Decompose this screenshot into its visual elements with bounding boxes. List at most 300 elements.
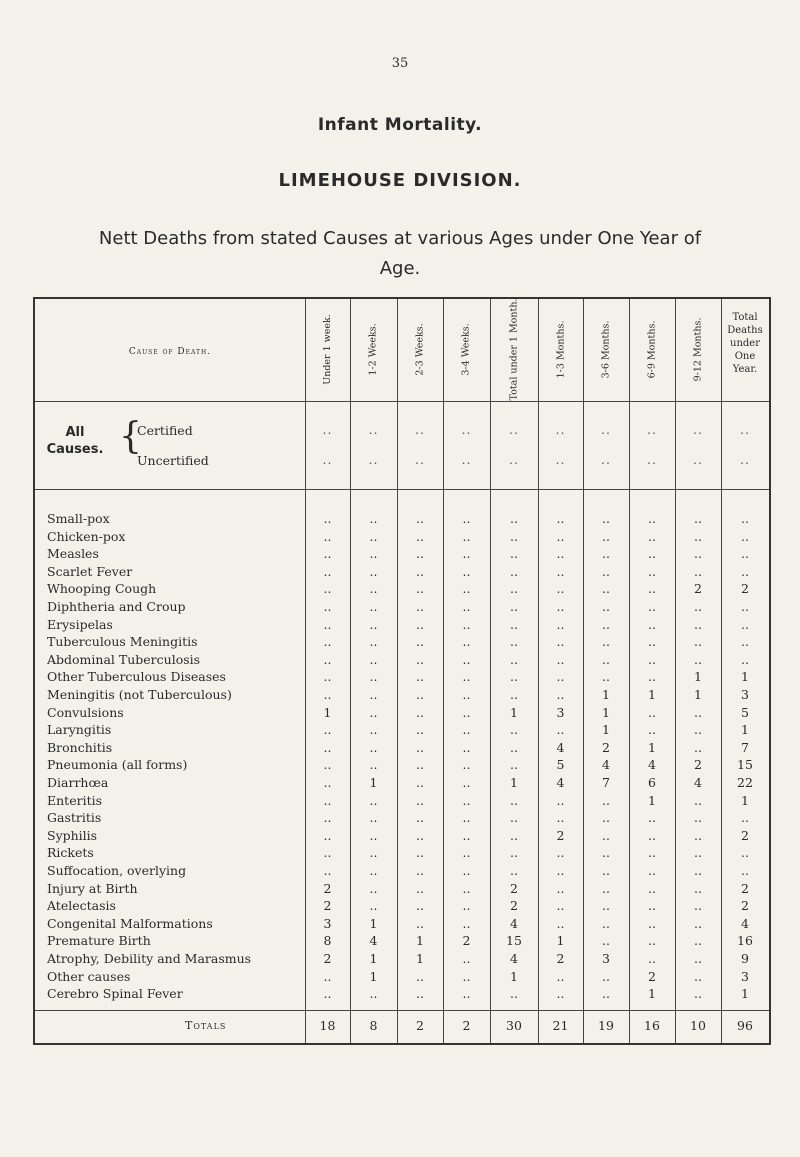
table-cell: .. bbox=[510, 757, 518, 773]
table-cell: .. bbox=[462, 546, 471, 562]
cause-label: Diarrhœa bbox=[47, 776, 109, 790]
column-header bbox=[443, 303, 490, 395]
table-cell: .. bbox=[369, 599, 378, 614]
table-cell: .. bbox=[510, 986, 518, 1002]
table-cell: .. bbox=[416, 634, 424, 650]
table-cell: 4 bbox=[648, 757, 656, 773]
table-cell: .. bbox=[694, 898, 702, 914]
table-cell: .. bbox=[741, 511, 749, 526]
table-cell: 2 bbox=[323, 898, 332, 914]
table-cell: .. bbox=[510, 792, 518, 808]
table-cell: .. bbox=[694, 792, 702, 808]
table-row bbox=[35, 653, 769, 667]
table-cell: .. bbox=[323, 546, 332, 562]
table-cell: .. bbox=[694, 528, 702, 544]
cause-label: Small-pox bbox=[47, 512, 110, 526]
table-cell: 4 bbox=[510, 951, 518, 966]
table-cell: .. bbox=[416, 880, 424, 896]
table-cell: .. bbox=[323, 810, 332, 826]
table-cell: .. bbox=[462, 528, 471, 544]
table-cell: .. bbox=[323, 986, 332, 1002]
table-cell: .. bbox=[416, 546, 424, 562]
table-cell: .. bbox=[369, 669, 378, 685]
table-cell: .. bbox=[648, 863, 656, 878]
table-cell: .. bbox=[369, 863, 378, 878]
table-cell: .. bbox=[556, 546, 565, 562]
table-cell: .. bbox=[694, 546, 702, 562]
table-cell: .. bbox=[462, 599, 471, 614]
table-cell: 10 bbox=[690, 1018, 706, 1033]
cause-label: Erysipelas bbox=[47, 617, 113, 632]
table-cell: .. bbox=[648, 951, 656, 966]
table-cell: .. bbox=[694, 722, 702, 738]
table-cell: .. bbox=[462, 810, 471, 826]
cause-label: Pneumonia (all forms) bbox=[47, 758, 188, 773]
table-row bbox=[35, 670, 769, 684]
table-cell: .. bbox=[416, 792, 424, 808]
all-causes-uncertified: Uncertified bbox=[137, 453, 209, 468]
table-row bbox=[35, 706, 769, 720]
table-cell: .. bbox=[369, 528, 378, 544]
table-cell: .. bbox=[323, 775, 332, 790]
table-cell: 2 bbox=[741, 827, 749, 843]
table-cell: .. bbox=[741, 634, 749, 650]
table-cell: .. bbox=[694, 880, 702, 896]
column-header bbox=[629, 303, 675, 395]
table-cell: .. bbox=[556, 810, 565, 826]
table-cell: 1 bbox=[510, 968, 518, 984]
table-cell: .. bbox=[648, 915, 656, 931]
column-header bbox=[538, 303, 583, 395]
table-cell: .. bbox=[510, 687, 518, 702]
table-cell: .. bbox=[740, 452, 750, 467]
table-cell: .. bbox=[323, 581, 332, 597]
table-cell: 8 bbox=[369, 1018, 378, 1033]
table-cell: .. bbox=[648, 546, 656, 562]
cause-label: Tuberculous Meningitis bbox=[47, 635, 198, 650]
table-cell: .. bbox=[462, 915, 471, 931]
table-cell: .. bbox=[648, 845, 656, 861]
table-cell: 2 bbox=[416, 1018, 424, 1033]
table-cell: .. bbox=[694, 739, 702, 755]
table-cell: .. bbox=[556, 528, 565, 544]
table-cell: .. bbox=[648, 810, 656, 826]
cause-label: Gastritis bbox=[47, 811, 102, 826]
table-cell: .. bbox=[694, 616, 702, 632]
cause-label: Rickets bbox=[47, 846, 94, 861]
table-cell: .. bbox=[693, 452, 703, 467]
table-cell: .. bbox=[602, 968, 610, 984]
table-cell: .. bbox=[694, 563, 702, 579]
table-cell: .. bbox=[462, 880, 471, 896]
table-row bbox=[35, 688, 769, 702]
table-cell: .. bbox=[741, 651, 749, 667]
table-cell: .. bbox=[694, 810, 702, 826]
table-row bbox=[35, 758, 769, 772]
table-cell: .. bbox=[369, 616, 378, 632]
table-cell: .. bbox=[510, 739, 518, 755]
cause-label: Diphtheria and Croup bbox=[47, 600, 186, 614]
table-cell: .. bbox=[602, 986, 610, 1002]
table-cell: .. bbox=[556, 915, 565, 931]
cause-label: Suffocation, overlying bbox=[47, 864, 187, 878]
table-cell: 5 bbox=[556, 757, 565, 773]
table-cell: 4 bbox=[510, 915, 518, 931]
table-cell: .. bbox=[556, 863, 565, 878]
brace-icon: { bbox=[119, 416, 142, 457]
all-causes-certified: Certified bbox=[137, 423, 193, 438]
table-cell: .. bbox=[369, 986, 378, 1002]
table-cell: .. bbox=[602, 511, 610, 526]
table-row bbox=[35, 952, 769, 966]
table-cell: .. bbox=[694, 511, 702, 526]
table-cell: .. bbox=[416, 528, 424, 544]
table-row bbox=[35, 723, 769, 737]
table-cell: .. bbox=[648, 898, 656, 914]
table-row bbox=[35, 512, 769, 526]
table-cell: .. bbox=[694, 651, 702, 667]
table-cell: .. bbox=[416, 599, 424, 614]
table-cell: .. bbox=[556, 669, 565, 685]
table-cell: .. bbox=[556, 880, 565, 896]
table-row bbox=[35, 970, 769, 984]
table-cell: .. bbox=[602, 616, 610, 632]
table-cell: 1 bbox=[369, 915, 378, 931]
table-cell: .. bbox=[509, 422, 519, 437]
table-cell: .. bbox=[602, 827, 610, 843]
table-cell: .. bbox=[602, 880, 610, 896]
table-cell: 7 bbox=[602, 775, 610, 790]
cause-label: Chicken-pox bbox=[47, 529, 126, 544]
column-header bbox=[350, 303, 397, 395]
table-cell: 2 bbox=[741, 581, 749, 597]
table-cell: 1 bbox=[741, 792, 749, 808]
table-cell: .. bbox=[462, 757, 471, 773]
cause-label: Other Tuberculous Diseases bbox=[47, 670, 226, 685]
table-cell: .. bbox=[369, 634, 378, 650]
table-cell: .. bbox=[416, 669, 424, 685]
header-cause: Cause of Death. bbox=[128, 347, 212, 357]
table-cell: .. bbox=[648, 722, 656, 738]
table-cell: .. bbox=[648, 933, 656, 949]
table-cell: .. bbox=[602, 563, 610, 579]
table-cell: .. bbox=[323, 511, 332, 526]
table-cell: .. bbox=[510, 722, 518, 738]
table-row bbox=[35, 829, 769, 843]
table-cell: .. bbox=[416, 968, 424, 984]
table-cell: .. bbox=[369, 563, 378, 579]
column-header-label: 3-4 Weeks. bbox=[461, 322, 472, 376]
table-row bbox=[35, 423, 769, 437]
table-cell: .. bbox=[694, 827, 702, 843]
table-cell: 1 bbox=[369, 775, 378, 790]
division-heading: LIMEHOUSE DIVISION. bbox=[278, 170, 522, 191]
table-cell: .. bbox=[415, 452, 425, 467]
table-cell: .. bbox=[648, 880, 656, 896]
column-header-label: 9-12 Months. bbox=[692, 317, 704, 381]
table-cell: 1 bbox=[648, 687, 656, 702]
table-cell: 8 bbox=[323, 933, 332, 949]
table-row bbox=[35, 453, 769, 467]
table-cell: .. bbox=[462, 616, 471, 632]
table-row bbox=[35, 635, 769, 649]
table-cell: 1 bbox=[369, 968, 378, 984]
cause-label: Injury at Birth bbox=[47, 881, 138, 896]
table-cell: .. bbox=[556, 634, 565, 650]
table-cell: .. bbox=[510, 669, 518, 685]
table-cell: .. bbox=[369, 880, 378, 896]
table-cell: .. bbox=[510, 581, 518, 597]
table-cell: .. bbox=[462, 704, 471, 720]
table-cell: 4 bbox=[556, 775, 565, 790]
mortality-table bbox=[33, 297, 771, 1045]
column-header bbox=[583, 303, 629, 395]
table-cell: .. bbox=[323, 863, 332, 878]
table-cell: 1 bbox=[510, 775, 518, 790]
table-cell: .. bbox=[602, 898, 610, 914]
table-cell: .. bbox=[462, 563, 471, 579]
table-cell: .. bbox=[556, 616, 565, 632]
table-cell: .. bbox=[602, 933, 610, 949]
table-cell: 1 bbox=[694, 687, 702, 702]
cause-label: Other causes bbox=[47, 969, 131, 984]
table-cell: 1 bbox=[602, 722, 610, 738]
table-cell: .. bbox=[693, 422, 703, 437]
table-cell: .. bbox=[369, 581, 378, 597]
cause-label: Atelectasis bbox=[47, 899, 116, 914]
table-cell: .. bbox=[462, 863, 471, 878]
table-cell: 96 bbox=[737, 1018, 753, 1033]
table-cell: .. bbox=[369, 687, 378, 702]
table-cell: .. bbox=[648, 651, 656, 667]
table-cell: .. bbox=[555, 452, 566, 467]
table-cell: .. bbox=[602, 792, 610, 808]
table-cell: 3 bbox=[741, 687, 749, 702]
page-title: Infant Mortality. bbox=[317, 115, 483, 135]
table-row bbox=[35, 530, 769, 544]
table-cell: .. bbox=[602, 651, 610, 667]
table-cell: .. bbox=[694, 634, 702, 650]
table-cell: .. bbox=[369, 792, 378, 808]
table-cell: 4 bbox=[556, 739, 565, 755]
table-cell: .. bbox=[602, 669, 610, 685]
table-cell: .. bbox=[556, 511, 565, 526]
table-cell: 2 bbox=[556, 951, 565, 966]
table-cell: 1 bbox=[602, 704, 610, 720]
table-cell: .. bbox=[510, 563, 518, 579]
table-cell: .. bbox=[462, 634, 471, 650]
table-cell: .. bbox=[323, 599, 332, 614]
table-cell: 9 bbox=[741, 951, 749, 966]
column-header bbox=[397, 303, 443, 395]
table-cell: .. bbox=[556, 792, 565, 808]
table-row bbox=[35, 547, 769, 561]
column-header-label: 1-2 Weeks. bbox=[368, 322, 379, 376]
header-total-deaths: Total Deaths under One Year. bbox=[727, 312, 763, 375]
table-cell: .. bbox=[369, 511, 378, 526]
table-cell: .. bbox=[462, 722, 471, 738]
table-subtitle: Nett Deaths from stated Causes at various Ages under One Year of Age. bbox=[98, 228, 702, 279]
table-cell: .. bbox=[556, 898, 565, 914]
table-cell: .. bbox=[462, 792, 471, 808]
table-cell: .. bbox=[741, 863, 749, 878]
column-header-label: 6-9 Months. bbox=[646, 320, 658, 378]
table-cell: 4 bbox=[741, 915, 749, 931]
table-cell: .. bbox=[694, 599, 702, 614]
table-cell: .. bbox=[647, 452, 657, 467]
table-cell: .. bbox=[416, 581, 424, 597]
table-cell: .. bbox=[416, 704, 424, 720]
table-row bbox=[35, 864, 769, 878]
table-cell: .. bbox=[415, 422, 425, 437]
table-cell: .. bbox=[648, 634, 656, 650]
table-cell: 4 bbox=[369, 933, 378, 949]
row-divider bbox=[35, 489, 769, 490]
table-cell: .. bbox=[416, 651, 424, 667]
table-cell: .. bbox=[602, 845, 610, 861]
cause-label: Meningitis (not Tuberculous) bbox=[47, 688, 232, 702]
table-cell: .. bbox=[369, 704, 378, 720]
table-row bbox=[35, 565, 769, 579]
table-row bbox=[35, 811, 769, 825]
table-cell: .. bbox=[416, 827, 424, 843]
cause-label: Measles bbox=[47, 547, 99, 562]
table-cell: .. bbox=[369, 827, 378, 843]
cause-label: Bronchitis bbox=[47, 740, 113, 755]
table-cell: .. bbox=[369, 739, 378, 755]
column-header bbox=[305, 303, 350, 395]
table-cell: .. bbox=[741, 616, 749, 632]
row-divider bbox=[35, 401, 769, 402]
table-row bbox=[35, 987, 769, 1001]
page-number: 35 bbox=[391, 56, 409, 71]
table-cell: 1 bbox=[648, 739, 656, 755]
table-cell: .. bbox=[741, 599, 749, 614]
table-cell: .. bbox=[602, 528, 610, 544]
table-cell: .. bbox=[462, 827, 471, 843]
table-cell: .. bbox=[416, 898, 424, 914]
table-cell: 1 bbox=[741, 669, 749, 685]
table-cell: 1 bbox=[323, 704, 332, 720]
table-cell: .. bbox=[510, 599, 518, 614]
table-cell: .. bbox=[462, 845, 471, 861]
table-cell: .. bbox=[462, 581, 471, 597]
table-row bbox=[35, 582, 769, 596]
table-cell: .. bbox=[694, 933, 702, 949]
table-cell: .. bbox=[602, 810, 610, 826]
column-header bbox=[490, 298, 538, 400]
table-cell: .. bbox=[323, 968, 332, 984]
table-cell: 21 bbox=[552, 1018, 569, 1033]
cause-label: Laryngitis bbox=[47, 723, 112, 738]
table-cell: 5 bbox=[741, 704, 749, 720]
table-cell: .. bbox=[323, 651, 332, 667]
column-header-label: 1-3 Months. bbox=[555, 320, 566, 378]
cause-label: Atrophy, Debility and Marasmus bbox=[47, 952, 252, 966]
table-cell: .. bbox=[694, 704, 702, 720]
table-cell: .. bbox=[510, 528, 518, 544]
table-cell: 3 bbox=[741, 968, 749, 984]
column-header-label: 2-3 Weeks. bbox=[414, 322, 426, 376]
table-cell: 18 bbox=[319, 1018, 336, 1033]
table-cell: .. bbox=[323, 528, 332, 544]
table-cell: .. bbox=[601, 452, 611, 467]
table-cell: 2 bbox=[694, 757, 702, 773]
table-cell: 2 bbox=[602, 739, 610, 755]
table-cell: 1 bbox=[602, 687, 610, 702]
table-cell: 22 bbox=[737, 775, 753, 790]
table-cell: .. bbox=[462, 669, 471, 685]
cause-label: Convulsions bbox=[47, 705, 124, 720]
table-cell: .. bbox=[323, 669, 332, 685]
cause-label: Syphilis bbox=[47, 828, 98, 843]
table-cell: .. bbox=[510, 634, 518, 650]
table-cell: .. bbox=[556, 986, 565, 1002]
table-cell: .. bbox=[462, 651, 471, 667]
table-cell: .. bbox=[462, 511, 471, 526]
table-cell: .. bbox=[368, 422, 379, 437]
table-cell: .. bbox=[510, 546, 518, 562]
table-cell: 2 bbox=[323, 951, 332, 966]
cause-label: Whooping Cough bbox=[47, 582, 157, 597]
table-cell: .. bbox=[323, 687, 332, 702]
table-cell: 2 bbox=[741, 898, 749, 914]
table-cell: .. bbox=[556, 687, 565, 702]
table-cell: .. bbox=[416, 722, 424, 738]
table-cell: 15 bbox=[737, 757, 753, 773]
table-row bbox=[35, 846, 769, 860]
table-cell: .. bbox=[416, 739, 424, 755]
table-cell: 1 bbox=[648, 792, 656, 808]
table-cell: 1 bbox=[741, 986, 749, 1002]
cause-label: Enteritis bbox=[47, 793, 103, 808]
table-cell: .. bbox=[740, 422, 750, 437]
table-cell: .. bbox=[369, 845, 378, 861]
table-cell: .. bbox=[323, 616, 332, 632]
table-cell: .. bbox=[323, 739, 332, 755]
table-cell: 3 bbox=[556, 704, 565, 720]
table-cell: .. bbox=[416, 616, 424, 632]
column-header-label: Under 1 week. bbox=[322, 313, 334, 385]
table-cell: .. bbox=[556, 722, 565, 738]
table-cell: 1 bbox=[741, 722, 749, 738]
table-row bbox=[35, 917, 769, 931]
cause-label: Premature Birth bbox=[47, 934, 151, 949]
table-cell: .. bbox=[416, 810, 424, 826]
table-cell: .. bbox=[602, 546, 610, 562]
table-cell: .. bbox=[368, 452, 379, 467]
table-cell: 4 bbox=[602, 757, 610, 773]
table-cell: .. bbox=[323, 722, 332, 738]
table-cell: .. bbox=[556, 968, 565, 984]
table-cell: .. bbox=[556, 599, 565, 614]
table-cell: .. bbox=[601, 422, 611, 437]
table-cell: .. bbox=[416, 845, 424, 861]
table-cell: 16 bbox=[644, 1018, 660, 1033]
table-cell: .. bbox=[322, 452, 333, 467]
table-cell: .. bbox=[648, 511, 656, 526]
table-cell: .. bbox=[323, 792, 332, 808]
table-cell: .. bbox=[461, 452, 472, 467]
table-cell: .. bbox=[602, 634, 610, 650]
table-cell: .. bbox=[741, 528, 749, 544]
table-cell: .. bbox=[416, 915, 424, 931]
table-cell: .. bbox=[416, 986, 424, 1002]
table-cell: .. bbox=[555, 422, 566, 437]
table-cell: .. bbox=[461, 422, 472, 437]
table-cell: .. bbox=[648, 704, 656, 720]
cause-label: Scarlet Fever bbox=[47, 564, 133, 579]
